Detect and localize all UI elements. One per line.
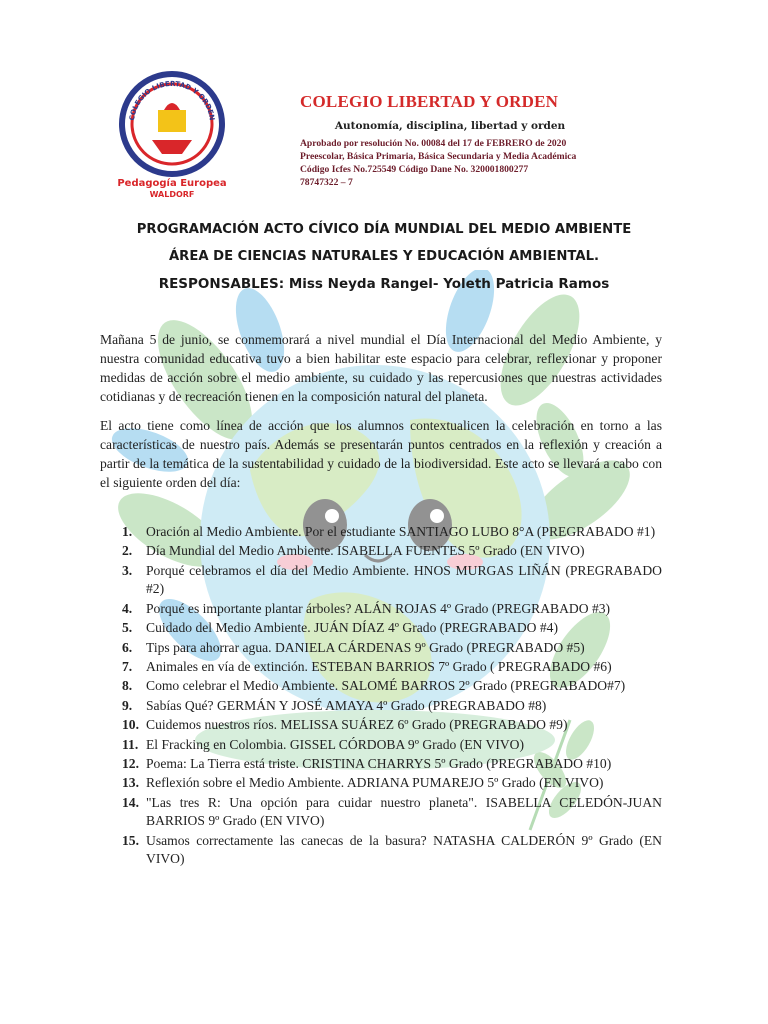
area-title: ÁREA DE CIENCIAS NATURALES Y EDUCACIÓN AMBIENTAL. (168, 249, 600, 264)
list-item (100, 639, 662, 658)
list-item (100, 562, 662, 599)
item-number: 9. (122, 697, 133, 713)
responsables-names: Miss Neyda Rangel- Yoleth Patricia Ramos (288, 276, 610, 292)
school-logo (112, 70, 232, 200)
list-item (100, 736, 662, 755)
list-item (100, 658, 662, 677)
resolution-line-4: 78747322 – 7 (300, 177, 353, 188)
item-text: Poema: La Tierra está triste. CRISTINA CHARRYS 5º Grado (PREGRABADO #10) (146, 755, 612, 771)
item-number: 5. (122, 620, 133, 636)
item-text: "Las tres R: Una opción para cuidar nuestro planeta". ISABELLA CELEDÓN-JUAN BARRIOS 9º Grado (EN VIVO) (146, 794, 662, 829)
item-number: 6. (122, 639, 133, 655)
item-number: 11. (122, 736, 139, 752)
resolution-line-2: Preescolar, Básica Primaria, Básica Secundaria y Media Académica (300, 151, 577, 162)
responsables-label: RESPONSABLES: (158, 276, 285, 292)
program-list (100, 523, 662, 870)
item-text: Cuidado del Medio Ambiente. JUÁN DÍAZ 4º Grado (PREGRABADO #4) (146, 620, 558, 636)
item-text: El Fracking en Colombia. GISSEL CÓRDOBA 9º Grado (EN VIVO) (146, 736, 525, 752)
item-text: Usamos correctamente las canecas de la basura? NATASHA CALDERÓN 9º Grado (EN VIVO) (146, 832, 662, 867)
list-item (100, 542, 662, 561)
resolution-line-1: Aprobado por resolución No. 00084 del 17 de FEBRERO de 2020 (300, 138, 567, 149)
list-item (100, 523, 662, 542)
item-number: 15. (122, 832, 139, 848)
item-text: Como celebrar el Medio Ambiente. SALOMÉ BARROS 2º Grado (PREGRABADO#7) (146, 678, 626, 694)
list-item (100, 600, 662, 619)
item-text: Porqué celebramos el día del Medio Ambiente. HNOS MURGAS LIÑÁN (PREGRABADO #2) (146, 562, 662, 597)
logo-caption-2: WALDORF (149, 190, 195, 199)
school-motto: Autonomía, disciplina, libertad y orden (334, 120, 566, 132)
school-name: COLEGIO LIBERTAD Y ORDEN (300, 92, 559, 111)
item-text: Oración al Medio Ambiente. Por el estudiante SANTIAGO LUBO 8°A (PREGRABADO #1) (146, 524, 656, 539)
item-text: Tips para ahorrar agua. DANIELA CÁRDENAS 9º Grado (PREGRABADO #5) (146, 639, 585, 655)
item-text: Cuidemos nuestros ríos. MELISSA SUÁREZ 6º Grado (PREGRABADO #9) (146, 717, 568, 733)
item-text: Día Mundial del Medio Ambiente. ISABELLA FUENTES 5º Grado (EN VIVO) (146, 543, 585, 559)
list-item (100, 794, 662, 831)
item-number: 12. (122, 755, 139, 771)
list-item (100, 755, 662, 774)
program-title: PROGRAMACIÓN ACTO CÍVICO DÍA MUNDIAL DEL MEDIO AMBIENTE (136, 222, 632, 237)
list-item (100, 716, 662, 735)
list-item (100, 677, 662, 696)
logo-ring-text: COLEGIO LIBERTAD Y ORDEN (128, 79, 216, 122)
list-item (100, 832, 662, 869)
item-text: Animales en vía de extinción. ESTEBAN BARRIOS 7º Grado ( PREGRABADO #6) (146, 658, 612, 674)
list-item (100, 774, 662, 793)
item-number: 10. (122, 717, 139, 733)
responsables-line (0, 276, 768, 292)
item-number: 2. (122, 543, 133, 559)
item-number: 7. (122, 658, 133, 674)
item-number: 4. (122, 600, 133, 616)
item-text: Sabías Qué? GERMÁN Y JOSÉ AMAYA 4º Grado (PREGRABADO #8) (146, 697, 547, 713)
intro-paragraph: Mañana 5 de junio, se conmemorará a nivel mundial el Día Internacional del Medio Ambiente, y nuestra comunidad educativa tuvo a bien habilitar este espacio para celebrar, reflexionar y proponer medidas de acción sobre el medio ambiente, su cuidado y las repercusiones que nuestras actividades cotidianas y de recreación tienen en la composición natural del planeta. (100, 332, 662, 404)
resolution-line-3: Código Icfes No.725549 Código Dane No. 320001800277 (300, 164, 529, 175)
purpose-paragraph: El acto tiene como línea de acción que los alumnos contextualicen la celebración en torno a las características de nuestro país. Además se presentarán puntos centrados en la reflexión y creación a partir de la temática de la sustentabilidad y cuidado de la biodiversidad. Este acto se llevará a cabo con el siguiente orden del día: (100, 418, 662, 490)
list-item (100, 697, 662, 716)
logo-caption-1: Pedagogía Europea (117, 178, 227, 189)
item-text: Reflexión sobre el Medio Ambiente. ADRIANA PUMAREJO 5º Grado (EN VIVO) (146, 775, 604, 791)
item-number: 8. (122, 678, 133, 694)
item-text: Porqué es importante plantar árboles? ALÁN ROJAS 4º Grado (PREGRABADO #3) (146, 600, 611, 616)
item-number: 14. (122, 794, 139, 810)
item-number: 1. (122, 524, 133, 539)
item-number: 13. (122, 775, 139, 791)
item-number: 3. (122, 562, 133, 578)
list-item (100, 619, 662, 638)
